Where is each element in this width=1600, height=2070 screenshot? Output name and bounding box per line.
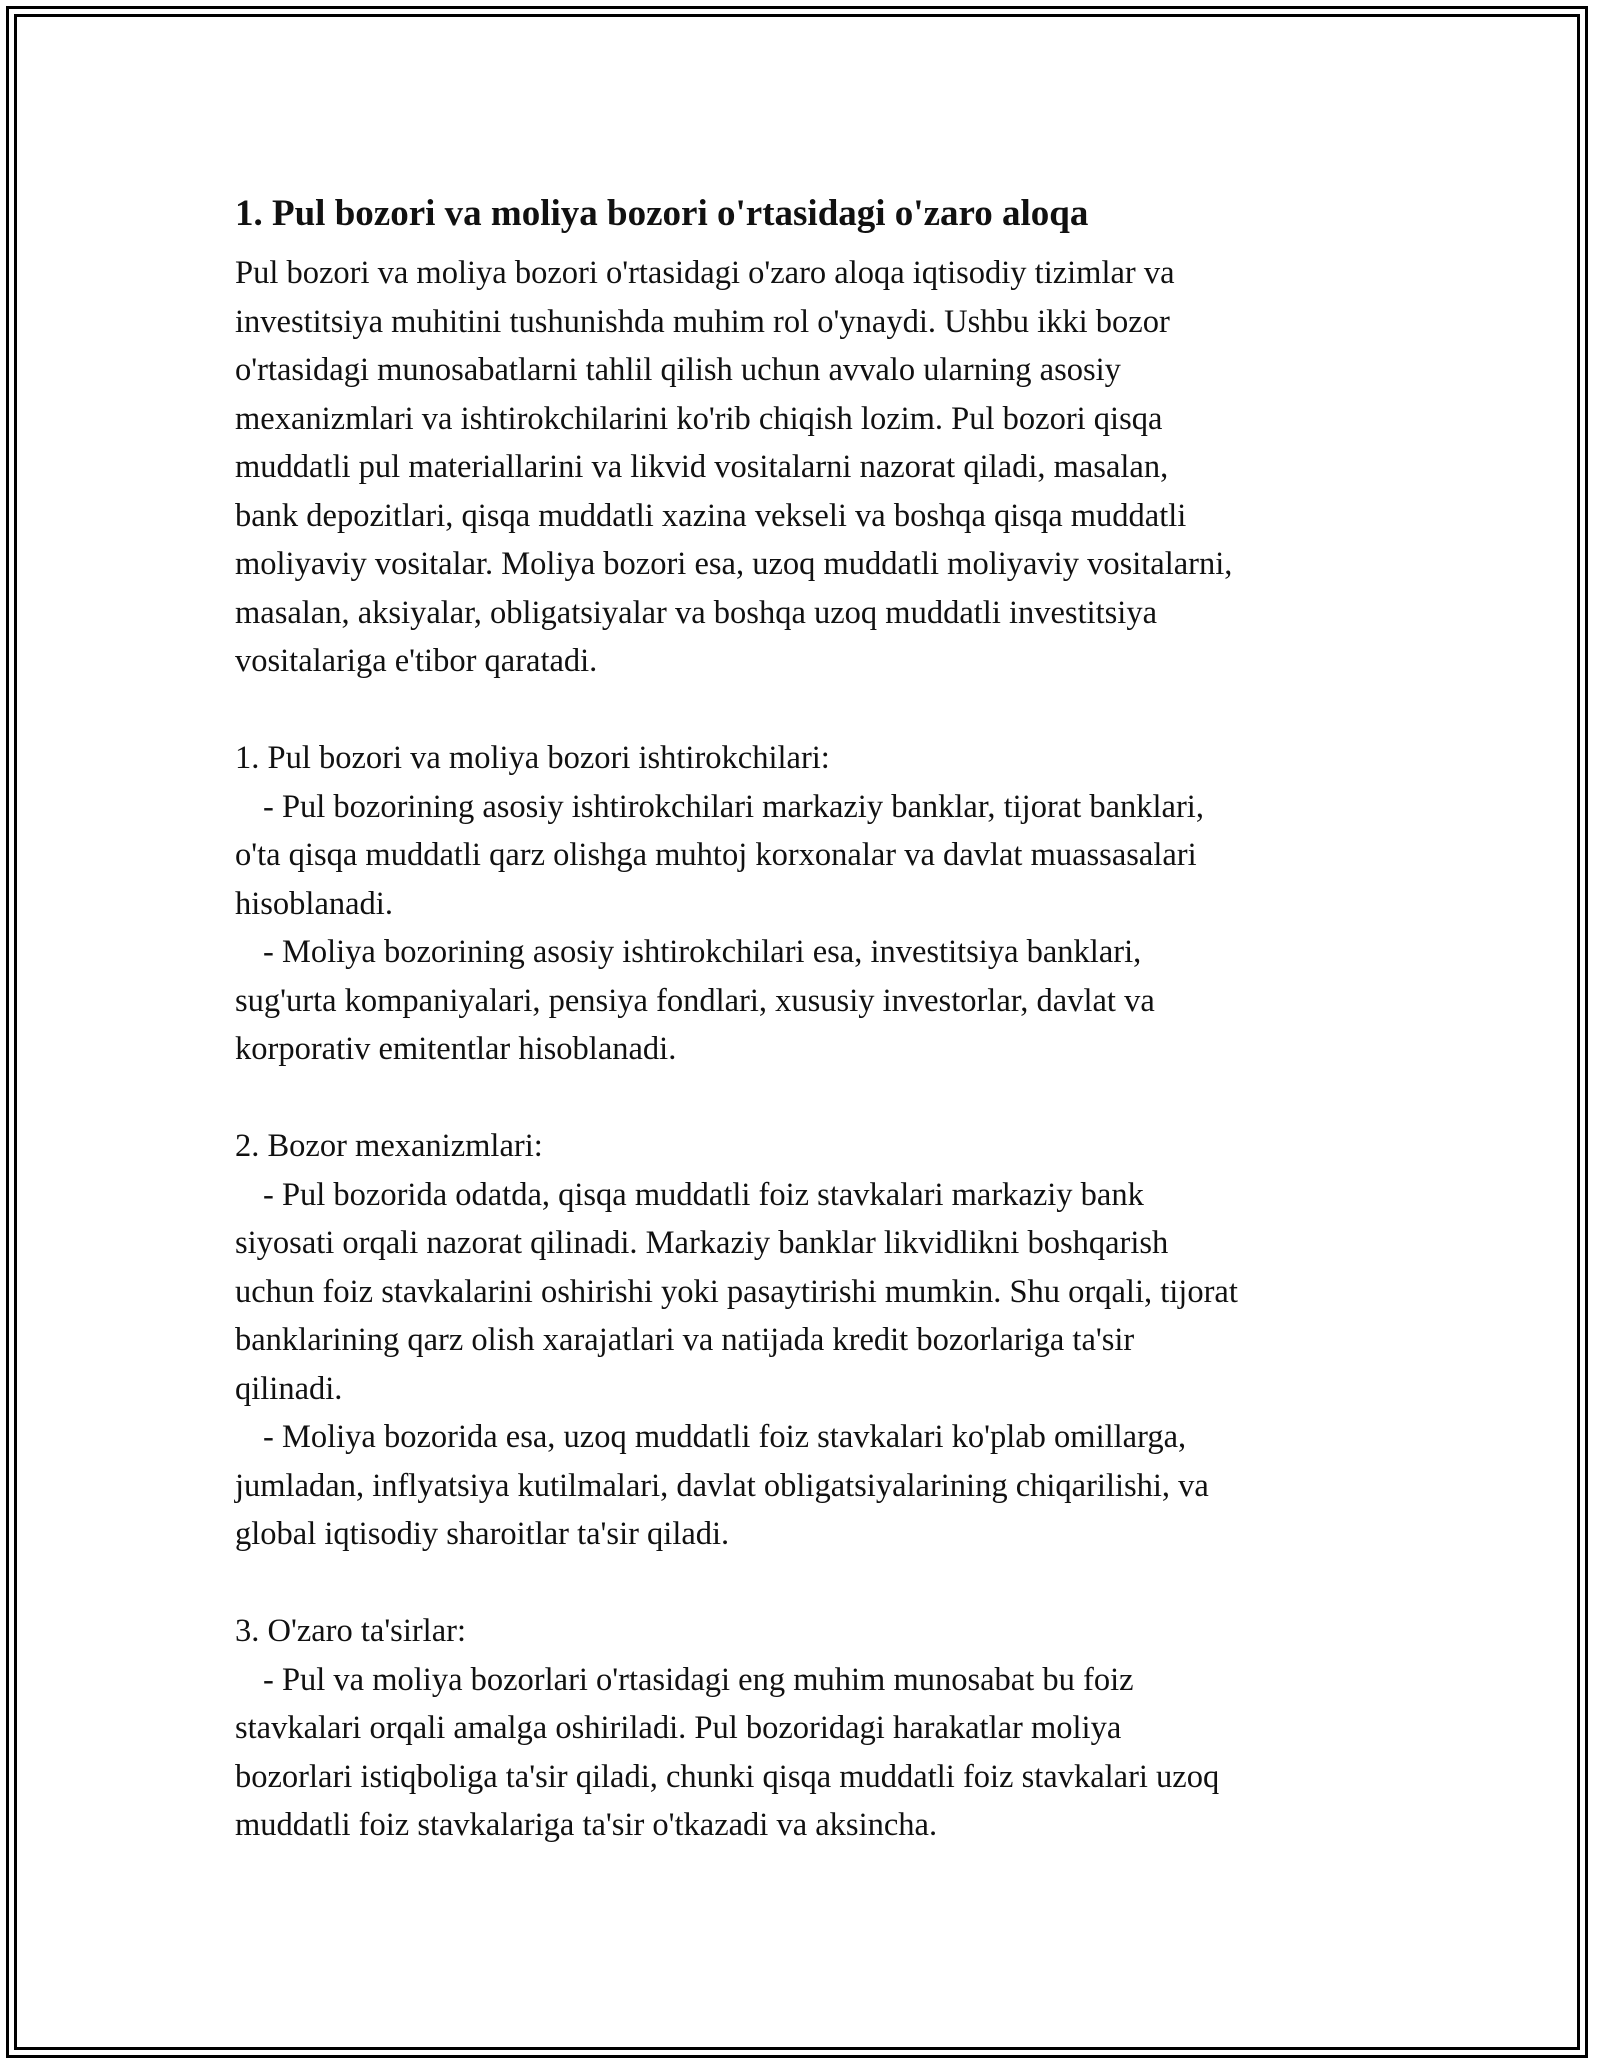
text-line: banklarining qarz olish xarajatlari va natijada kredit bozorlariga ta'sir xyxy=(235,1322,1135,1358)
text-line: uchun foiz stavkalarini oshirishi yoki pasaytirishi mumkin. Shu orqali, tijorat xyxy=(235,1273,1238,1310)
section-participants xyxy=(235,734,1375,1074)
text-line: bank depozitlari, qisqa muddatli xazina vekseli va boshqa qisqa muddatli xyxy=(235,497,1187,534)
text-line: muddatli pul materiallarini va likvid vositalarni nazorat qiladi, masalan, xyxy=(235,449,1169,485)
bullet-line: - Pul bozorida odatda, qisqa muddatli foiz stavkalari markaziy bank xyxy=(263,1176,1144,1213)
text-line: qilinadi. xyxy=(235,1370,343,1407)
section-title: 2. Bozor mexanizmlari: xyxy=(235,1128,543,1164)
bullet-line: - Pul va moliya bozorlari o'rtasidagi eng muhim munosabat bu foiz xyxy=(263,1661,1134,1698)
text-line: stavkalari orqali amalga oshiriladi. Pul bozoridagi harakatlar moliya xyxy=(235,1710,1122,1746)
text-line: global iqtisodiy sharoitlar ta'sir qiladi. xyxy=(235,1516,730,1552)
bullet-line: - Pul bozorining asosiy ishtirokchilari markaziy banklar, tijorat banklari, xyxy=(263,788,1204,825)
document-body xyxy=(235,185,1375,1850)
document-heading: 1. Pul bozori va moliya bozori o'rtasidagi o'zaro aloqa xyxy=(235,193,1089,234)
text-line: hisoblanadi. xyxy=(235,885,393,922)
text-line: bozorlari istiqboliga ta'sir qiladi, chunki qisqa muddatli foiz stavkalari uzoq xyxy=(235,1758,1220,1795)
text-line: korporativ emitentlar hisoblanadi. xyxy=(235,1031,677,1067)
bullet-line: - Moliya bozorida esa, uzoq muddatli foiz stavkalari ko'plab omillarga, xyxy=(263,1419,1187,1455)
text-line: sug'urta kompaniyalari, pensiya fondlari, xususiy investorlar, davlat va xyxy=(235,982,1155,1019)
bullet-line: - Moliya bozorining asosiy ishtirokchilari esa, investitsiya banklari, xyxy=(263,934,1142,970)
text-line: moliyaviy vositalar. Moliya bozori esa, uzoq muddatli moliyaviy vositalarni, xyxy=(235,546,1233,582)
text-line: investitsiya muhitini tushunishda muhim rol o'ynaydi. Ushbu ikki bozor xyxy=(235,303,1170,340)
text-line: siyosati orqali nazorat qilinadi. Markaziy banklar likvidlikni boshqarish xyxy=(235,1225,1169,1261)
text-line: masalan, aksiyalar, obligatsiyalar va boshqa uzoq muddatli investitsiya xyxy=(235,594,1158,631)
text-line: Pul bozori va moliya bozori o'rtasidagi o'zaro aloqa iqtisodiy tizimlar va xyxy=(235,255,1175,291)
text-line: mexanizmlari va ishtirokchilarini ko'rib chiqish lozim. Pul bozori qisqa xyxy=(235,400,1163,437)
text-line: vositalariga e'tibor qaratadi. xyxy=(235,643,598,679)
section-title: 3. O'zaro ta'sirlar: xyxy=(235,1613,466,1649)
text-line: o'ta qisqa muddatli qarz olishga muhtoj korxonalar va davlat muassasalari xyxy=(235,837,1197,873)
intro-paragraph xyxy=(235,249,1375,686)
text-line: jumladan, inflyatsiya kutilmalari, davlat obligatsiyalarining chiqarilishi, va xyxy=(235,1467,1209,1504)
section-title: 1. Pul bozori va moliya bozori ishtirokchilari: xyxy=(235,740,830,776)
text-line: muddatli foiz stavkalariga ta'sir o'tkazadi va aksincha. xyxy=(235,1807,938,1843)
text-line: o'rtasidagi munosabatlarni tahlil qilish uchun avvalo ularning asosiy xyxy=(235,352,1121,388)
section-interactions xyxy=(235,1607,1375,1850)
section-mechanisms xyxy=(235,1122,1375,1559)
